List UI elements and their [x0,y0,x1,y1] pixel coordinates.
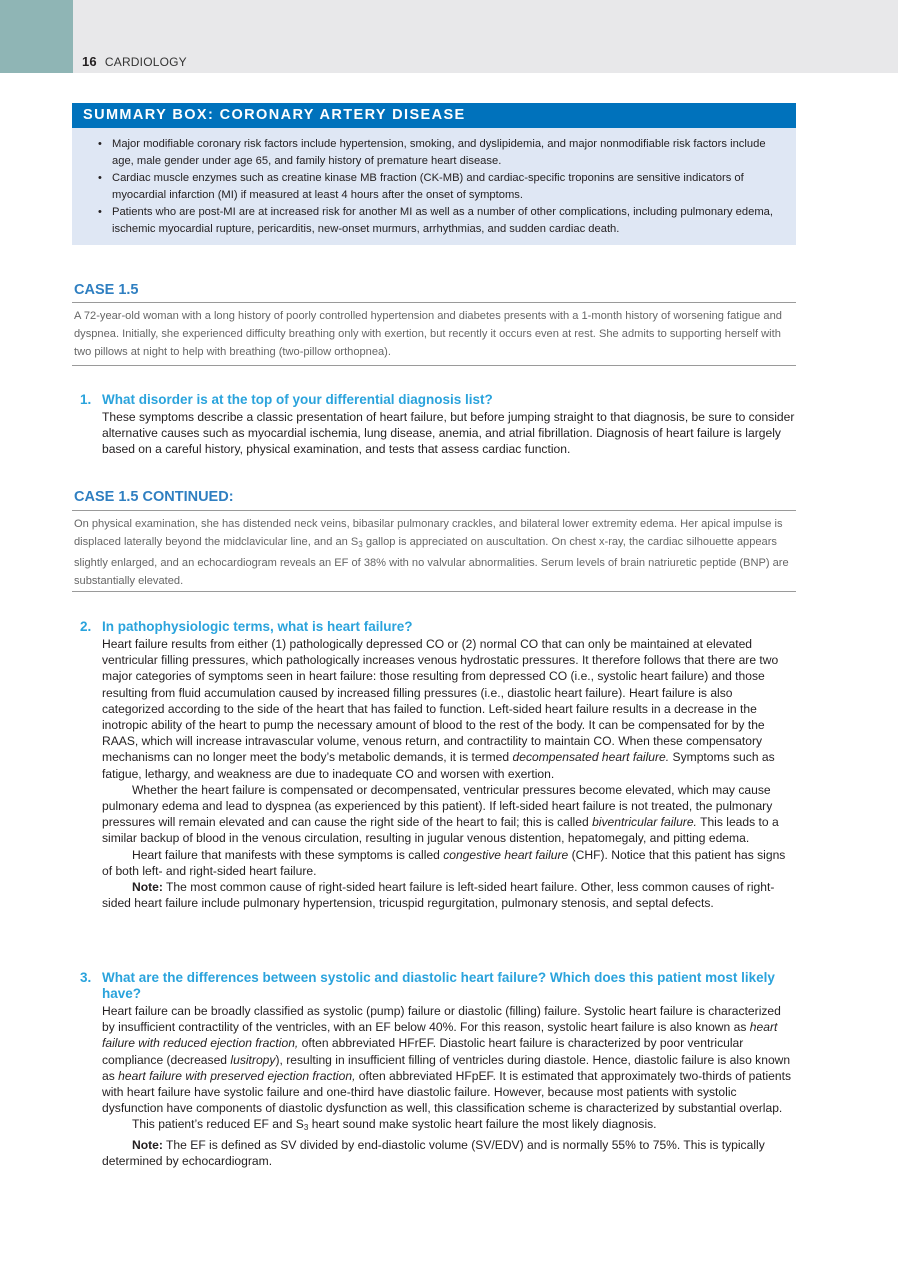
answer-note: Note: The most common cause of right-sided heart failure is left-sided heart failure. Other, less common causes of right-sided heart failure include pulmonary hypertension, tricuspid regurgitation, pulmonary stenosis, and septal defects. [102,880,775,911]
answer-3 [102,1003,796,1169]
answer-paragraph: Heart failure can be broadly classified as systolic (pump) failure or diastolic (filling) failure. Systolic heart failure is characterized by insufficient contractility of the ventricles, with an EF below 40%. For this reason, systolic heart failure is also known as heart failure with reduced ejection fraction, often abbreviated HFrEF. Diastolic heart failure is characterized by poor ventricular compliance (decreased lusitropy), resulting in insufficient filling of ventricles during diastole. Hence, diastolic failure is also known as heart failure with preserved ejection fraction, often abbreviated HFpEF. It is estimated that approximately two-thirds of patients with heart failure have systolic failure and one-third have diastolic failure. However, because most patients with systolic dysfunction have components of diastolic dysfunction as well, this classification scheme is characterized by substantial overlap. [102,1004,792,1116]
question-number: 3. [80,970,92,985]
summary-list [72,128,796,238]
summary-box [72,103,796,245]
question-title: What disorder is at the top of your differential diagnosis list? [102,392,493,407]
answer-paragraph: Heart failure that manifests with these symptoms is called congestive heart failure (CHF). Notice that this patient has signs of both left- and right-sided heart failure. [102,847,786,878]
chapter-tab [0,0,73,73]
summary-bullet: • Major modifiable coronary risk factors include hypertension, smoking, and dyslipidemia, and major nonmodifiable risk factors include age, male gender under age 65, and family history of premature heart disease. [112,136,782,170]
question-2 [80,619,796,635]
case-text: A 72-year-old woman with a long history of poorly controlled hypertension and diabetes presents with a 1-month history of worsening fatigue and dyspnea. Initially, she experienced difficulty breathing only with exertion, but recently it occurs even at rest. She admits to supporting herself with two pillows at night to help with breathing (two-pillow orthopnea). [74,310,782,358]
answer-paragraph: Whether the heart failure is compensated or decompensated, ventricular pressures become elevated, which may cause pulmonary edema and lead to dyspnea (as experienced by this patient). If left-sided heart failure is not treated, the pulmonary pressures will remain elevated and can cause the right side of the heart to fail; this is called biventricular failure. This leads to a similar backup of blood in the venous circulation, resulting in jugular venous distention, hepatomegaly, and pitting edema. [102,782,779,846]
answer-paragraph: These symptoms describe a classic presentation of heart failure, but before jumping straight to that diagnosis, be sure to consider alternative causes such as myocardial ischemia, lung disease, anemia, and atrial fibrillation. Diagnosis of heart failure is largely based on a careful history, physical examination, and tests that assess cardiac function. [102,410,795,457]
question-1 [80,392,796,408]
running-head [82,54,187,69]
question-title: In pathophysiologic terms, what is heart failure? [102,619,413,634]
question-number: 1. [80,392,92,407]
answer-paragraph: This patient’s reduced EF and $S_3$ heart sound make systolic heart failure the most likely diagnosis. [132,1117,657,1133]
summary-bullet: • Patients who are post-MI are at increased risk for another MI as well as a number of other complications, including pulmonary edema, ischemic myocardial rupture, pericarditis, new-onset murmurs, arrhythmias, and sudden cardiac death. [112,204,782,238]
case-rule-bottom [72,365,796,366]
question-title: What are the differences between systolic and diastolic heart failure? Which does this patient most likely have? [102,970,775,1001]
summary-bullet: • Cardiac muscle enzymes such as creatine kinase MB fraction (CK-MB) and cardiac-specific troponins are sensitive indicators of myocardial infarction (MI) if measured at least 4 hours after the onset of symptoms. [112,170,782,204]
summary-box-title: SUMMARY BOX: CORONARY ARTERY DISEASE [72,103,796,128]
case-rule-top [72,302,796,303]
case-rule-bottom [72,591,796,592]
answer-1 [102,409,796,458]
question-number: 2. [80,619,92,634]
case-heading: CASE 1.5 [74,282,139,298]
case-continued-heading: CASE 1.5 CONTINUED: [74,489,234,505]
case-continued-text: On physical examination, she has distended neck veins, bibasilar pulmonary crackles, and bilateral lower extremity edema. Her apical impulse is displaced laterally beyond the midclavicular line, and an $S_3$ gallop is appreciated on auscultation. On chest x-ray, the cardiac silhouette appears slightly enlarged, and an echocardiogram reveals an EF of 38% with no valvular abnormalities. Serum levels of brain natriuretic peptide (BNP) are substantially elevated. [74,518,789,587]
question-3 [80,970,796,1002]
section-title: CARDIOLOGY [104,55,187,69]
answer-paragraph: Heart failure results from either (1) pathologically depressed CO or (2) normal CO that can only be maintained at elevated ventricular filling pressures, which pathologically increases venous hydrostatic pressures. It therefore follows that there are two major categories of symptoms seen in heart failure: those resulting from depressed CO (i.e., systolic heart failure) and those resulting from fluid accumulation caused by increased filling pressures (i.e., diastolic heart failure). Heart failure is also categorized according to the side of the heart that has failed to function. Left-sided heart failure results in a decrease in the inotropic ability of the heart to pump the necessary amount of blood to the rest of the body. It can be compensated for by the RAAS, which will increase intravascular volume, venous return, and contractility to maintain CO. When these compensatory mechanisms can no longer meet the body’s metabolic demands, it is termed decompensated heart failure. Symptoms such as fatigue, lethargy, and weakness are due to inadequate CO and worsen with exertion. [102,637,779,781]
case-rule-top [72,510,796,511]
answer-2 [102,636,796,911]
answer-note: Note: The EF is defined as SV divided by end-diastolic volume (SV/EDV) and is normally 55% to 75%. This is typically determined by echocardiogram. [102,1137,765,1168]
page-number: 16 [82,54,97,69]
